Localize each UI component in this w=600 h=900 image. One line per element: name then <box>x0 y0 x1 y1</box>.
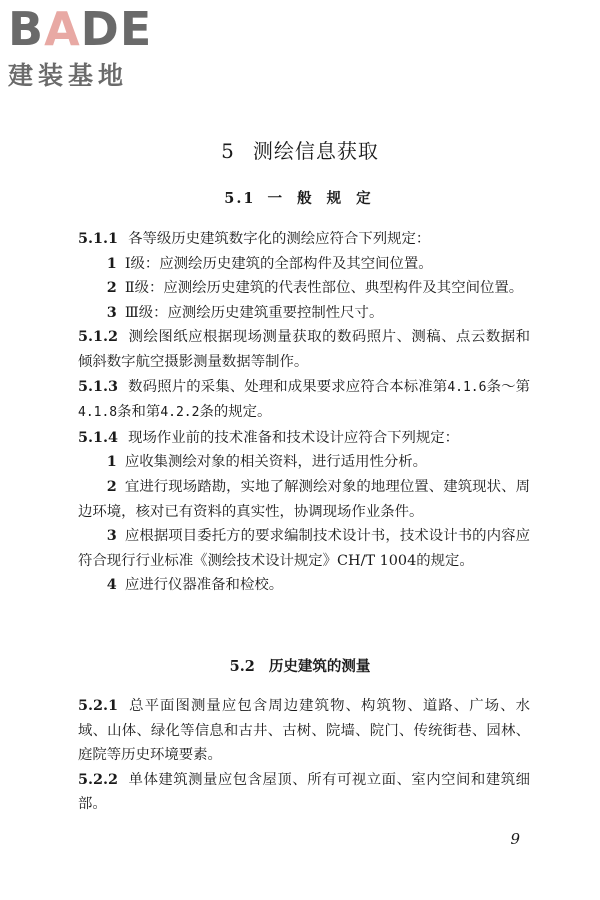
clause-5-2-2: 5.2.2 单体建筑测量应包含屋顶、所有可视立面、室内空间和建筑细部。 <box>78 770 530 813</box>
clause-5-2-1: 5.2.1 总平面图测量应包含周边建筑物、构筑物、道路、广场、水域、山体、绿化等信息和古井、古树、院墙、院门、传统街巷、园林、庭院等历史环境要素。 <box>78 697 530 764</box>
list-item: 3 应根据项目委托方的要求编制技术设计书，技术设计书的内容应符合现行行业标准《测绘技术设计规定》CH/T 1004的规定。 <box>78 527 530 569</box>
section-5-2-body <box>78 694 530 817</box>
bade-logo <box>8 2 188 92</box>
page-number: 9 <box>510 830 520 848</box>
logo-wordmark: BADE <box>8 2 153 56</box>
clause-5-1-3: 5.1.3 数码照片的采集、处理和成果要求应符合本标准第4.1.6条～第4.1.8条和第4.2.2条的规定。 <box>78 377 530 421</box>
chapter-title-text: 测绘信息获取 <box>252 139 379 163</box>
logo-subtitle: 建装基地 <box>8 61 129 90</box>
section-5-1-body <box>78 227 530 598</box>
list-item: 1 Ⅰ级：应测绘历史建筑的全部构件及其空间位置。 <box>106 254 433 272</box>
chapter-number: 5 <box>221 139 235 163</box>
list-item: 4 应进行仪器准备和检校。 <box>106 576 284 594</box>
clause-5-1-2: 5.1.2 测绘图纸应根据现场测量获取的数码照片、测稿、点云数据和倾斜数字航空摄影测量数据等制作。 <box>78 328 530 370</box>
clause-5-1-4: 5.1.4 现场作业前的技术准备和技术设计应符合下列规定： <box>78 428 460 446</box>
list-item: 2 宜进行现场踏勘，实地了解测绘对象的地理位置、建筑现状、周边环境，核对已有资料的真实性，协调现场作业条件。 <box>78 477 530 520</box>
clause-5-1-1: 5.1.1 各等级历史建筑数字化的测绘应符合下列规定： <box>78 230 431 247</box>
logo-accent-letter: A <box>44 2 81 56</box>
list-item: 2 Ⅱ级：应测绘历史建筑的代表性部位、典型构件及其空间位置。 <box>106 279 524 297</box>
list-item: 1 应收集测绘对象的相关资料，进行适用性分析。 <box>106 453 428 471</box>
section-title-5-1: 5.1 一 般 规 定 <box>224 190 376 207</box>
section-title-5-2: 5.2 历史建筑的测量 <box>229 658 371 675</box>
chapter-title <box>0 137 600 165</box>
list-item: 3 Ⅲ级：应测绘历史建筑重要控制性尺寸。 <box>106 303 384 321</box>
